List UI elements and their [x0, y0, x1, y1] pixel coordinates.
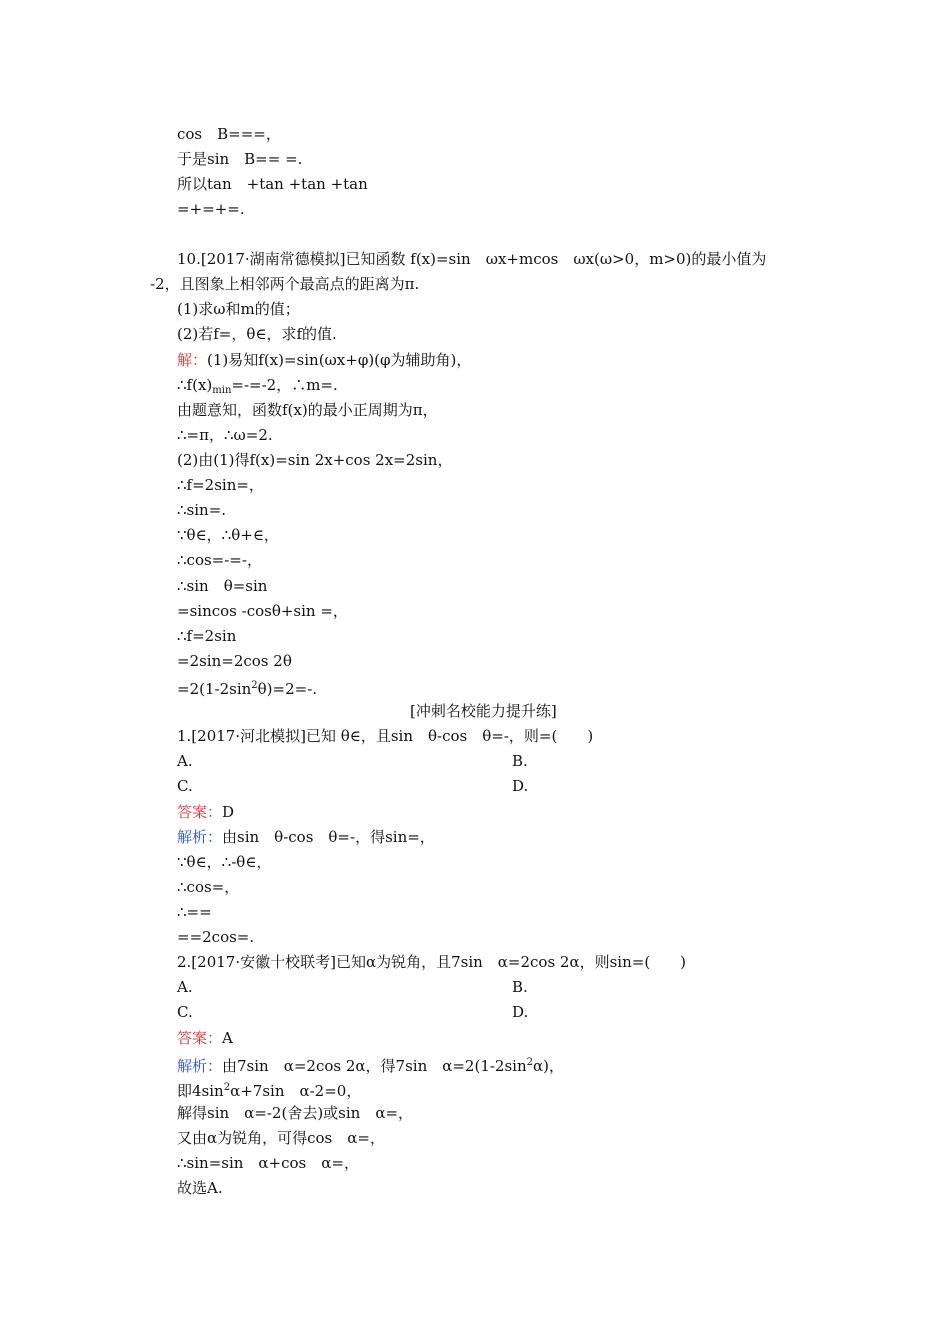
q1-answer-value: D: [222, 803, 235, 821]
q10-solution-line-8: ∵θ∈，∴θ+∈，: [177, 526, 279, 544]
q10-solution-line-13: =2sin=2cos 2θ: [177, 652, 292, 670]
q10-solution-line-6: ∴f=2sin=，: [177, 476, 264, 494]
superscript: 2: [526, 1057, 534, 1068]
q2-answer: [177, 1028, 233, 1048]
q1-analysis-line-5: ==2cos=.: [177, 928, 255, 946]
q2-stem: 2.[2017·安徽十校联考]已知α为锐角，且7sin α=2cos 2α，则sin=( ): [177, 953, 687, 971]
q1-analysis-line-2: ∵θ∈，∴-θ∈，: [177, 853, 272, 871]
prev-solution-line-1: cos B===，: [177, 125, 281, 143]
solution-label: 解：: [177, 351, 208, 369]
q1-analysis-line-3: ∴cos=，: [177, 878, 240, 896]
q10-solution-line-2: [177, 375, 338, 401]
q1-stem: 1.[2017·河北模拟]已知 θ∈，且sin θ-cos θ=-，则=( ): [177, 727, 594, 745]
q2-analysis-line-2: [177, 1078, 361, 1101]
q1-option-c: C.: [177, 777, 193, 795]
prev-solution-line-3: 所以tan +tan +tan +tan: [177, 175, 368, 193]
q2-analysis-line-1: [177, 1053, 564, 1076]
prev-solution-line-2: 于是sin B== =.: [177, 150, 303, 168]
q2-answer-value: A: [222, 1029, 233, 1047]
analysis-label: 解析：: [177, 1057, 223, 1075]
q10-solution-line-11: =sincos -cosθ+sin =，: [177, 602, 348, 620]
superscript: 2: [223, 1082, 231, 1093]
q10-solution-line-7: ∴sin=.: [177, 501, 227, 519]
answer-label: 答案：: [177, 1029, 223, 1047]
q10-solution-line-5: (2)由(1)得f(x)=sin 2x+cos 2x=2sin，: [177, 451, 453, 469]
q2-option-d: D.: [512, 1003, 529, 1021]
q10-step: (1)易知f(x)=sin(ωx+φ)(φ为辅助角)，: [207, 351, 472, 369]
q2-analysis-line-4: 又由α为锐角，可得cos α=，: [177, 1129, 385, 1147]
q10-step: ∴f(x): [177, 376, 213, 394]
section-heading: [冲刺名校能力提升练]: [410, 702, 557, 720]
q2-analysis-text: 即4sin: [177, 1082, 224, 1100]
q10-step: =-=-2，∴m=.: [231, 376, 338, 394]
q10-solution-line-1: [177, 350, 471, 370]
q1-option-a: A.: [177, 752, 193, 770]
q10-solution-line-9: ∴cos=-=-，: [177, 551, 262, 569]
q2-analysis-text: 由7sin α=2cos 2α，得7sin α=2(1-2sin: [222, 1057, 527, 1075]
q1-analysis-line-4: ∴==: [177, 903, 212, 921]
q2-analysis-text: α+7sin α-2=0，: [230, 1082, 362, 1100]
q1-option-d: D.: [512, 777, 529, 795]
analysis-label: 解析：: [177, 828, 223, 846]
q10-part-2: (2)若f=，θ∈，求f的值.: [177, 325, 337, 343]
q10-solution-line-3: 由题意知，函数f(x)的最小正周期为π，: [177, 401, 438, 419]
subscript: min: [212, 385, 232, 396]
q2-analysis-text: α)，: [533, 1057, 564, 1075]
q10-solution-line-12: ∴f=2sin: [177, 627, 237, 645]
q10-part-1: (1)求ω和m的值；: [177, 300, 300, 318]
q1-option-b: B.: [512, 752, 528, 770]
q2-analysis-line-3: 解得sin α=-2(舍去)或sin α=，: [177, 1104, 414, 1122]
q2-option-c: C.: [177, 1003, 193, 1021]
q2-analysis-line-5: ∴sin=sin α+cos α=，: [177, 1154, 359, 1172]
q10-solution-line-4: ∴=π，∴ω=2.: [177, 426, 273, 444]
q10-stem: 10.[2017·湖南常德模拟]已知函数 f(x)=sin ωx+mcos ωx(ω>0，m>0)的最小值为: [177, 250, 767, 268]
q1-answer: [177, 802, 234, 822]
q1-analysis-line-1: [177, 827, 435, 847]
superscript: 2: [251, 680, 258, 691]
q10-solution-line-14: [177, 676, 317, 699]
q1-analysis-text: 由sin θ-cos θ=-，得sin=，: [222, 828, 435, 846]
prev-solution-line-4: =+=+=.: [177, 200, 245, 218]
q10-step: =2(1-2sin: [177, 680, 252, 698]
q2-option-a: A.: [177, 978, 193, 996]
q2-analysis-line-6: 故选A.: [177, 1179, 223, 1197]
q10-stem-continued: -2，且图象上相邻两个最高点的距离为π.: [150, 275, 420, 293]
answer-label: 答案：: [177, 803, 223, 821]
q10-solution-line-10: ∴sin θ=sin: [177, 577, 268, 595]
q10-step: θ)=2=-.: [257, 680, 318, 698]
q2-option-b: B.: [512, 978, 528, 996]
